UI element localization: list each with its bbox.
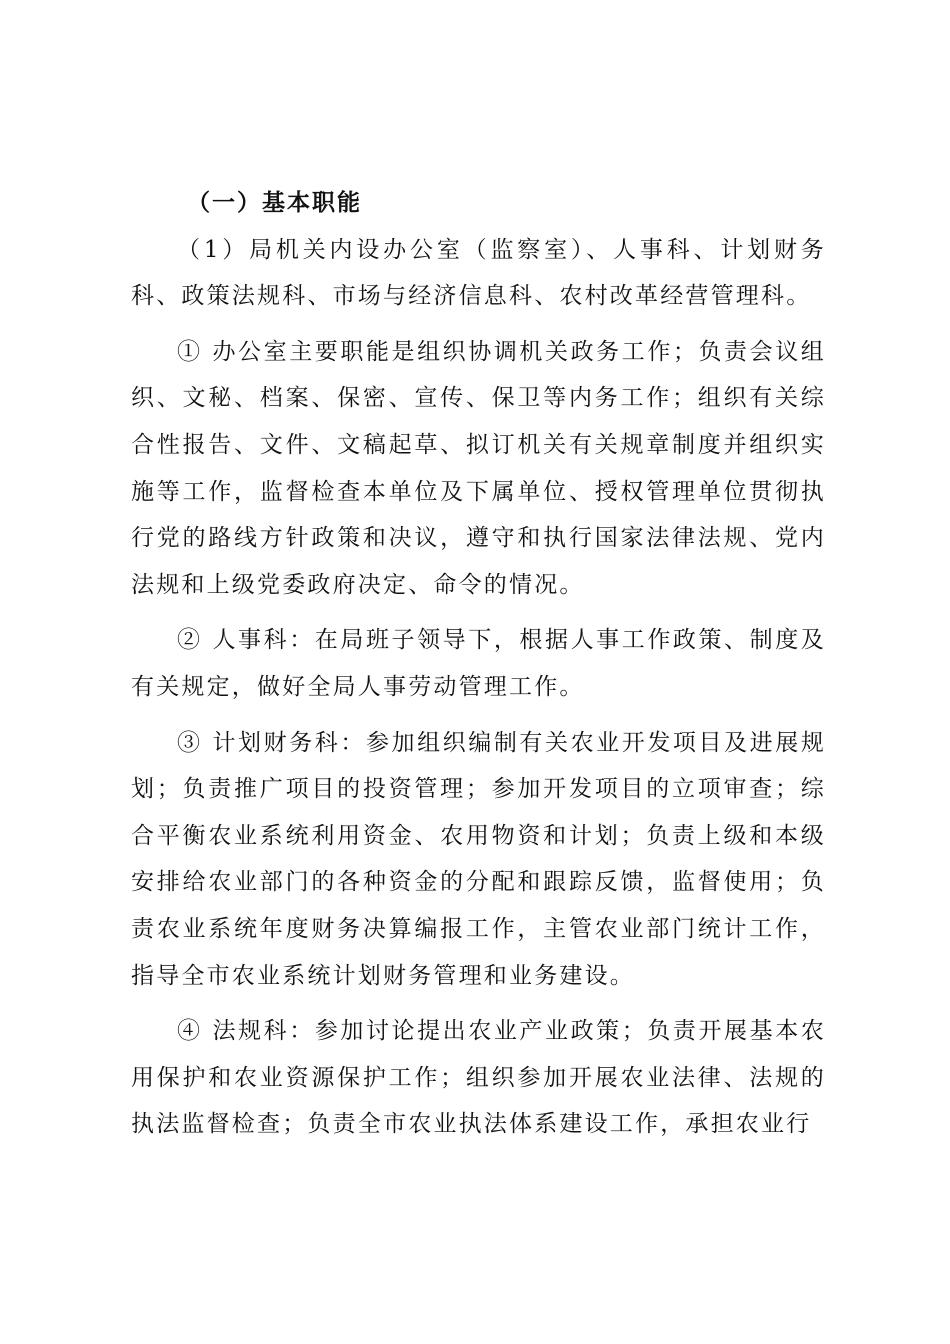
paragraph-internal-departments: （1）局机关内设办公室（监察室）、人事科、计划财务科、政策法规科、市场与经济信息科、农村改革经营管理科。 [131,236,826,310]
paragraph-planning-finance-section: ③ 计划财务科：参加组织编制有关农业开发项目及进展规划；负责推广项目的投资管理；参加开发项目的立项审查；综合平衡农业系统利用资金、农用物资和计划；负责上级和本级安排给农业部门的各种资金的分配和跟踪反馈，监督使用；负责农业系统年度财务决算编报工作，主管农业部门统计工作，指导全市农业系统计划财务管理和业务建设。 [131,729,826,989]
paragraph-office-duties: ① 办公室主要职能是组织协调机关政务工作；负责会议组织、文秘、档案、保密、宣传、保卫等内务工作；组织有关综合性报告、文件、文稿起草、拟订机关有关规章制度并组织实施等工作，监督检查本单位及下属单位、授权管理单位贯彻执行党的路线方针政策和决议，遵守和执行国家法律法规、党内法规和上级党委政府决定、命令的情况。 [131,338,826,598]
document-body [131,180,826,1148]
paragraph-regulations-section: ④ 法规科：参加讨论提出农业产业政策；负责开展基本农用保护和农业资源保护工作；组织参加开展农业法律、法规的执法监督检查；负责全市农业执法体系建设工作，承担农业行 [131,1018,826,1138]
section-heading: （一）基本职能 [187,190,362,216]
paragraph-personnel-section: ② 人事科：在局班子领导下，根据人事工作政策、制度及有关规定，做好全局人事劳动管理工作。 [131,627,826,700]
